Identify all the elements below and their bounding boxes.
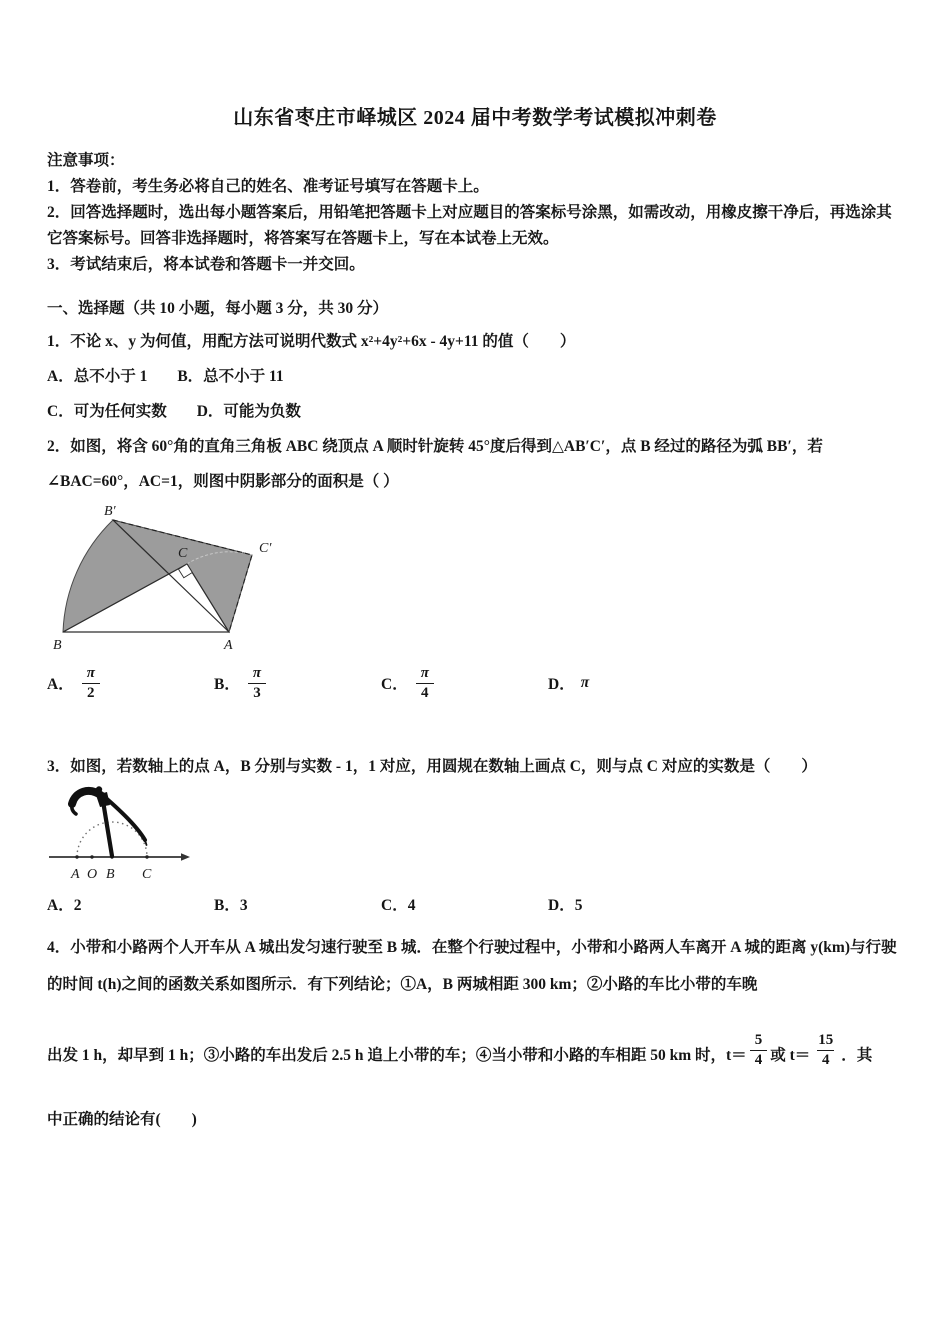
question4-fraction-line — [47, 1029, 903, 1079]
page-title: 山东省枣庄市峄城区 2024 届中考数学考试模拟冲刺卷 — [233, 107, 717, 129]
q3-option-d: D．5 — [548, 897, 583, 914]
arrowhead-icon — [181, 853, 190, 861]
question2-stem: 2．如图，将含 60°角的直角三角板 ABC 绕顶点 A 顺时针旋转 45°度后得到△AB′C′，点 B 经过的路径为弧 BB′，若∠BAC=60°，AC=1，则图中阴影部分的面积是（ ） — [47, 438, 823, 490]
question1-options-row1 — [47, 359, 903, 394]
question1-stem: 1．不论 x、y 为何值，用配方法可说明代数式 x²+4y²+6x - 4y+11 的值（ ） — [47, 333, 576, 350]
fraction: $\frac{15}{4}$ — [818, 1031, 834, 1068]
option-label: C． — [381, 676, 408, 693]
q2-option-a — [47, 664, 214, 703]
q1-option-c: C．可为任何实数 — [47, 403, 167, 420]
vertex-label-b: B — [53, 638, 62, 653]
fraction: $\frac{\pi}{4}$ — [416, 664, 434, 703]
vertex-label-b-prime: B′ — [104, 504, 116, 519]
compass-icon — [72, 786, 147, 856]
notice-item: 2．回答选择题时，选出每小题答案后，用铅笔把答题卡上对应题目的答案标号涂黑，如需改动，用橡皮擦干净后，再选涂其它答案标号。回答非选择题时，将答案写在答题卡上，写在本试卷上无效。 — [47, 204, 892, 247]
q1-option-d: D．可能为负数 — [196, 403, 301, 420]
question4-closing-line: 中正确的结论有( ) — [47, 1111, 197, 1128]
point-o-dot — [90, 855, 93, 858]
question4-stem: 4．小带和小路两个人开车从 A 城出发匀速行驶至 B 城．在整个行驶过程中，小带和小路两人车离开 A 城的距离 y(km)与行驶的时间 t(h)之间的函数关系如图所示．有下列结论；①A，B 两城相距 300 km；②小路的车比小带的车晚 — [47, 939, 897, 993]
section1-heading: 一、选择题（共 10 小题，每小题 3 分，共 30 分） — [47, 300, 389, 317]
point-a-dot — [75, 855, 78, 858]
option-label: D． — [548, 676, 575, 693]
question1-options-row2 — [47, 394, 903, 429]
vertex-label-c-prime: C′ — [259, 541, 272, 556]
question3-figure — [47, 785, 903, 885]
rotated-triangle-figure — [47, 501, 307, 659]
q2-option-b — [214, 664, 381, 703]
q4-text-post: ．其 — [841, 1047, 873, 1064]
option-value: π — [580, 674, 590, 691]
number-line-compass-figure — [47, 785, 247, 885]
question2-figure — [47, 501, 903, 659]
q2-option-c — [381, 664, 548, 703]
option-label: A． — [47, 676, 74, 693]
question2-options — [47, 655, 903, 711]
vertex-label-c: C — [178, 546, 188, 561]
q1-option-a: A．总不小于 1 — [47, 368, 148, 385]
fraction: $\frac{\pi}{3}$ — [248, 664, 266, 703]
fraction: $\frac{\pi}{2}$ — [82, 664, 100, 703]
q4-text-pre: 出发 1 h，却早到 1 h；③小路的车出发后 2.5 h 追上小带的车；④当小带和小路的车相距 50 km 时，t＝ — [47, 1047, 747, 1064]
question3-stem: 3．如图，若数轴上的点 A，B 分别与实数 - 1，1 对应，用圆规在数轴上画点 C，则与点 C 对应的实数是（ ） — [47, 758, 817, 775]
point-c-dot — [145, 855, 148, 858]
point-label-o: O — [87, 867, 98, 882]
point-label-b: B — [106, 867, 115, 882]
notice-item: 3．考试结束后，将本试卷和答题卡一并交回。 — [47, 256, 365, 273]
q3-option-b: B．3 — [214, 897, 248, 914]
q3-option-a: A．2 — [47, 897, 82, 914]
q4-text-mid: 或 t＝ — [770, 1047, 811, 1064]
question3-options — [47, 891, 903, 921]
fraction: $\frac{5}{4}$ — [750, 1031, 768, 1070]
q2-option-d — [548, 672, 589, 694]
q3-option-c: C．4 — [381, 897, 416, 914]
notice-section — [47, 148, 903, 278]
notice-item: 1．答卷前，考生务必将自己的姓名、准考证号填写在答题卡上。 — [47, 178, 489, 195]
point-label-c: C — [142, 867, 152, 882]
notice-heading: 注意事项： — [47, 152, 125, 169]
point-label-a: A — [71, 867, 80, 882]
q1-option-b: B．总不小于 11 — [177, 368, 284, 385]
option-label: B． — [214, 676, 240, 693]
vertex-label-a: A — [224, 638, 233, 653]
